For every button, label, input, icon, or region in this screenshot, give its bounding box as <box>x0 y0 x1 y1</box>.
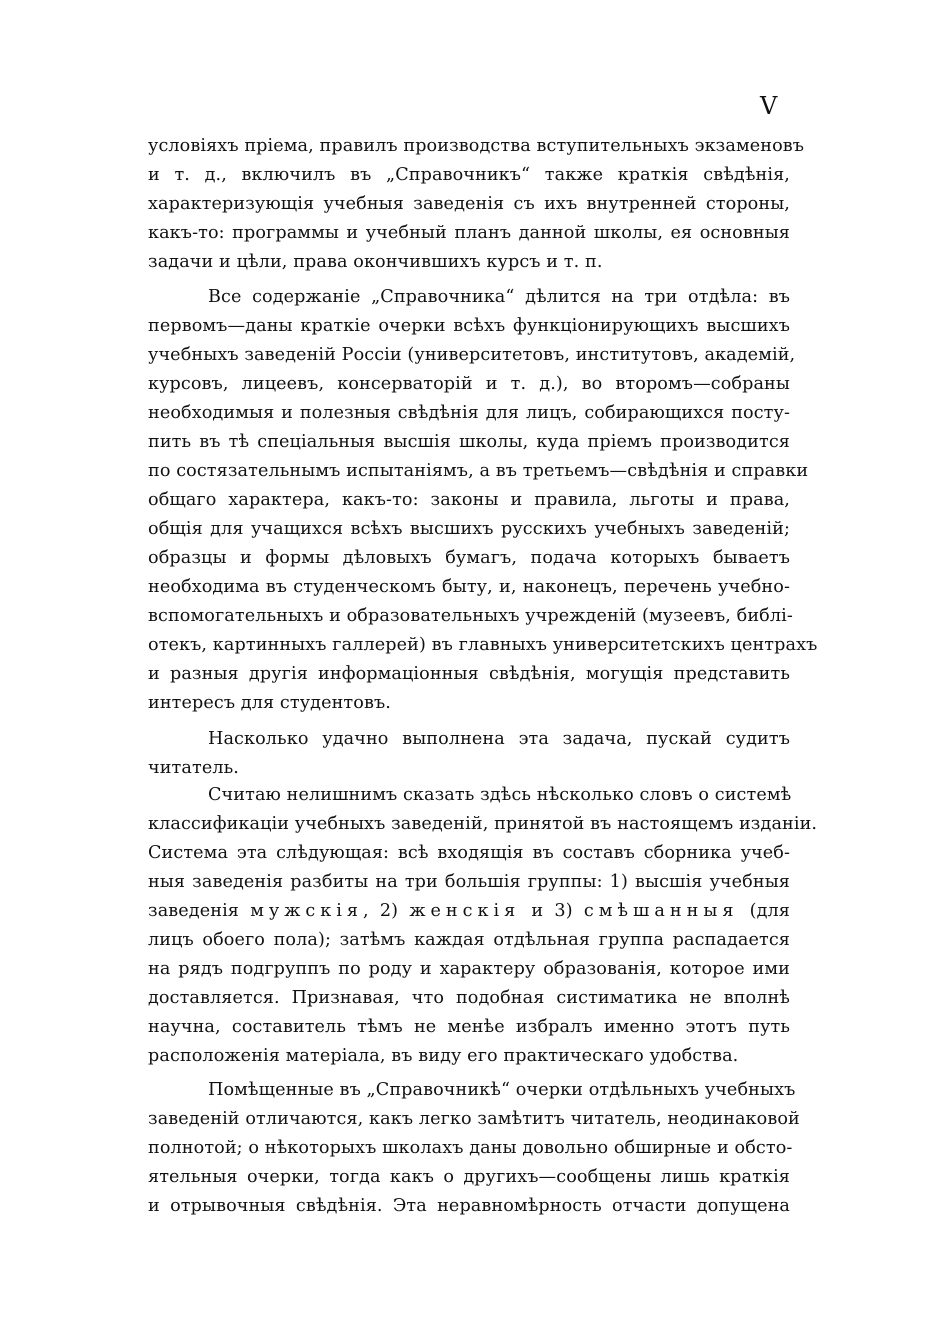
text-line: заведеній отличаются, какъ легко замѣтитъ читатель, неодинаковой <box>148 1109 800 1129</box>
text-line: Система эта слѣдующая: всѣ входящія въ составъ сборника учеб- <box>148 843 790 863</box>
text-fragment: , 2) <box>363 901 399 921</box>
text-line: и отрывочныя свѣдѣнія. Эта неравномѣрность отчасти допущена <box>148 1196 790 1216</box>
text-line: необходимыя и полезныя свѣдѣнія для лицъ, собирающихся посту- <box>148 403 790 423</box>
text-line: Считаю нелишнимъ сказать здѣсь нѣсколько словъ о системѣ <box>208 785 792 805</box>
text-line: Помѣщенные въ „Справочникѣ“ очерки отдѣльныхъ учебныхъ <box>208 1080 796 1100</box>
text-line: лицъ обоего пола); затѣмъ каждая отдѣльная группа распадается <box>148 930 790 950</box>
text-line: какъ-то: программы и учебный планъ данной школы, ея основныя <box>148 223 790 243</box>
text-line: интересъ для студентовъ. <box>148 693 391 713</box>
text-line: классификаціи учебныхъ заведеній, принятой въ настоящемъ изданіи. <box>148 814 818 834</box>
text-line: учебныхъ заведеній Россіи (университетовъ, институтовъ, академій, <box>148 345 796 365</box>
text-line: по состязательнымъ испытаніямъ, а въ третьемъ—свѣдѣнія и справки <box>148 461 809 481</box>
text-line: курсовъ, лицеевъ, консерваторій и т. д.), во второмъ—собраны <box>148 374 790 394</box>
text-line: пить въ тѣ спеціальныя высшія школы, куда пріемъ производится <box>148 432 790 452</box>
spaced-word: мужскія <box>250 901 363 921</box>
text-line: вспомогательныхъ и образовательныхъ учрежденій (музеевъ, библі- <box>148 606 793 626</box>
text-line: общаго характера, какъ-то: законы и правила, льготы и права, <box>148 490 790 510</box>
text-line: образцы и формы дѣловыхъ бумагъ, подача которыхъ бываетъ <box>148 548 790 568</box>
text-line: Все содержаніе „Справочника“ дѣлится на три отдѣла: въ <box>208 287 790 307</box>
text-line: ятельныя очерки, тогда какъ о другихъ—сообщены лишь краткія <box>148 1167 790 1187</box>
text-fragment: заведенія <box>148 901 239 921</box>
text-fragment: (для <box>749 901 790 921</box>
text-line: расположенія матеріала, въ виду его практическаго удобства. <box>148 1046 739 1066</box>
page-number: V <box>760 92 778 120</box>
text-line: необходима въ студенческомъ быту, и, наконецъ, перечень учебно- <box>148 577 790 597</box>
text-line: доставляется. Признавая, что подобная систиматика не вполнѣ <box>148 988 790 1008</box>
text-line: Насколько удачно выполнена эта задача, пускай судитъ <box>208 729 790 749</box>
text-line: на рядъ подгруппъ по роду и характеру образованія, которое ими <box>148 959 790 979</box>
text-fragment: и 3) <box>531 901 573 921</box>
spaced-word: женскія <box>409 901 521 921</box>
text-line: общія для учащихся всѣхъ высшихъ русскихъ учебныхъ заведеній; <box>148 519 790 539</box>
text-line: и разныя другія информаціонныя свѣдѣнія, могущія представить <box>148 664 790 684</box>
spaced-word: смѣшанныя <box>583 901 739 921</box>
text-line: первомъ—даны краткіе очерки всѣхъ функціонирующихъ высшихъ <box>148 316 790 336</box>
text-line: задачи и цѣли, права окончившихъ курсъ и т. п. <box>148 252 603 272</box>
text-line: характеризующія учебныя заведенія съ ихъ внутренней стороны, <box>148 194 790 214</box>
text-line: полнотой; о нѣкоторыхъ школахъ даны довольно обширные и обсто- <box>148 1138 793 1158</box>
text-line-spaced <box>148 897 790 925</box>
text-line: ныя заведенія разбиты на три большія группы: 1) высшія учебныя <box>148 872 790 892</box>
text-line: и т. д., включилъ въ „Справочникъ“ также краткія свѣдѣнія, <box>148 165 790 185</box>
text-line: отекъ, картинныхъ галлерей) въ главныхъ университетскихъ центрахъ <box>148 635 818 655</box>
text-line: научна, составитель тѣмъ не менѣе избралъ именно этотъ путь <box>148 1017 790 1037</box>
text-line: читатель. <box>148 758 239 778</box>
text-line: условіяхъ пріема, правилъ производства вступительныхъ экзаменовъ <box>148 136 805 156</box>
